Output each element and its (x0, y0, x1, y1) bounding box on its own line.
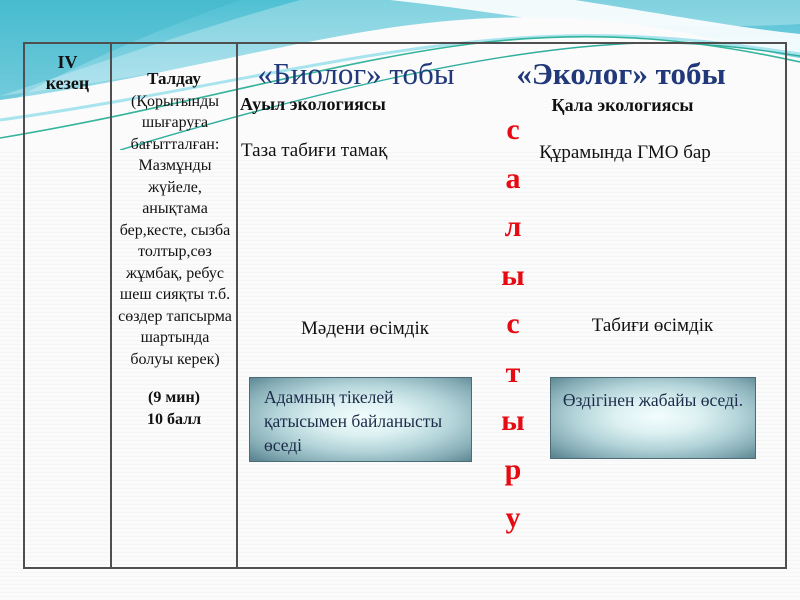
compare-vertical-word (492, 106, 534, 543)
compare-letter: ы (501, 258, 525, 292)
compare-letter: с (506, 113, 520, 146)
biolog-group-title: «Биолог» тобы (257, 56, 455, 91)
compare-letter: л (504, 210, 522, 243)
biolog-group-subtitle: Ауыл экологиясы (240, 94, 386, 114)
biolog-callout-text: Адамның тікелей қатысымен байланысты өседі (264, 387, 443, 455)
compare-letter: с (506, 307, 520, 340)
ekolog-point-plant: Табиғи өсімдік (591, 315, 714, 336)
comparison-table (23, 42, 787, 569)
biolog-callout-box (249, 377, 472, 462)
compare-letter: р (504, 452, 522, 486)
task-cell (112, 44, 238, 567)
ekolog-callout-box (550, 377, 756, 459)
task-points: 10 балл (146, 411, 202, 428)
compare-letter: а (505, 161, 521, 195)
stage-roman: IV (57, 52, 78, 72)
biolog-point-plant: Мәдени өсімдік (301, 318, 429, 339)
compare-letter: ы (501, 404, 525, 437)
ekolog-group-title: «Эколог» тобы (516, 56, 726, 91)
ekolog-group-subtitle: Қала экологиясы (551, 95, 694, 115)
task-duration: (9 мин) (148, 389, 200, 406)
stage-word: кезең (45, 73, 90, 93)
ekolog-point-food: Құрамында ГМО бар (539, 142, 711, 163)
task-title: Талдау (147, 69, 201, 88)
biolog-point-food: Таза табиғи тамақ (241, 140, 388, 161)
compare-letter: т (505, 355, 521, 389)
stage-cell (25, 44, 112, 567)
task-description: (Қорытынды шығаруға бағытталған: Мазмұнды жүйеле, анықтама бер,кесте, сызба толтыр,сөз жұмбақ, ребус шеш сияқты т.б. сөздер тапсырма шартында болуы керек) (118, 92, 232, 368)
compare-letter: у (505, 501, 521, 534)
ekolog-callout-text: Өздігінен жабайы өседі. (562, 390, 744, 410)
